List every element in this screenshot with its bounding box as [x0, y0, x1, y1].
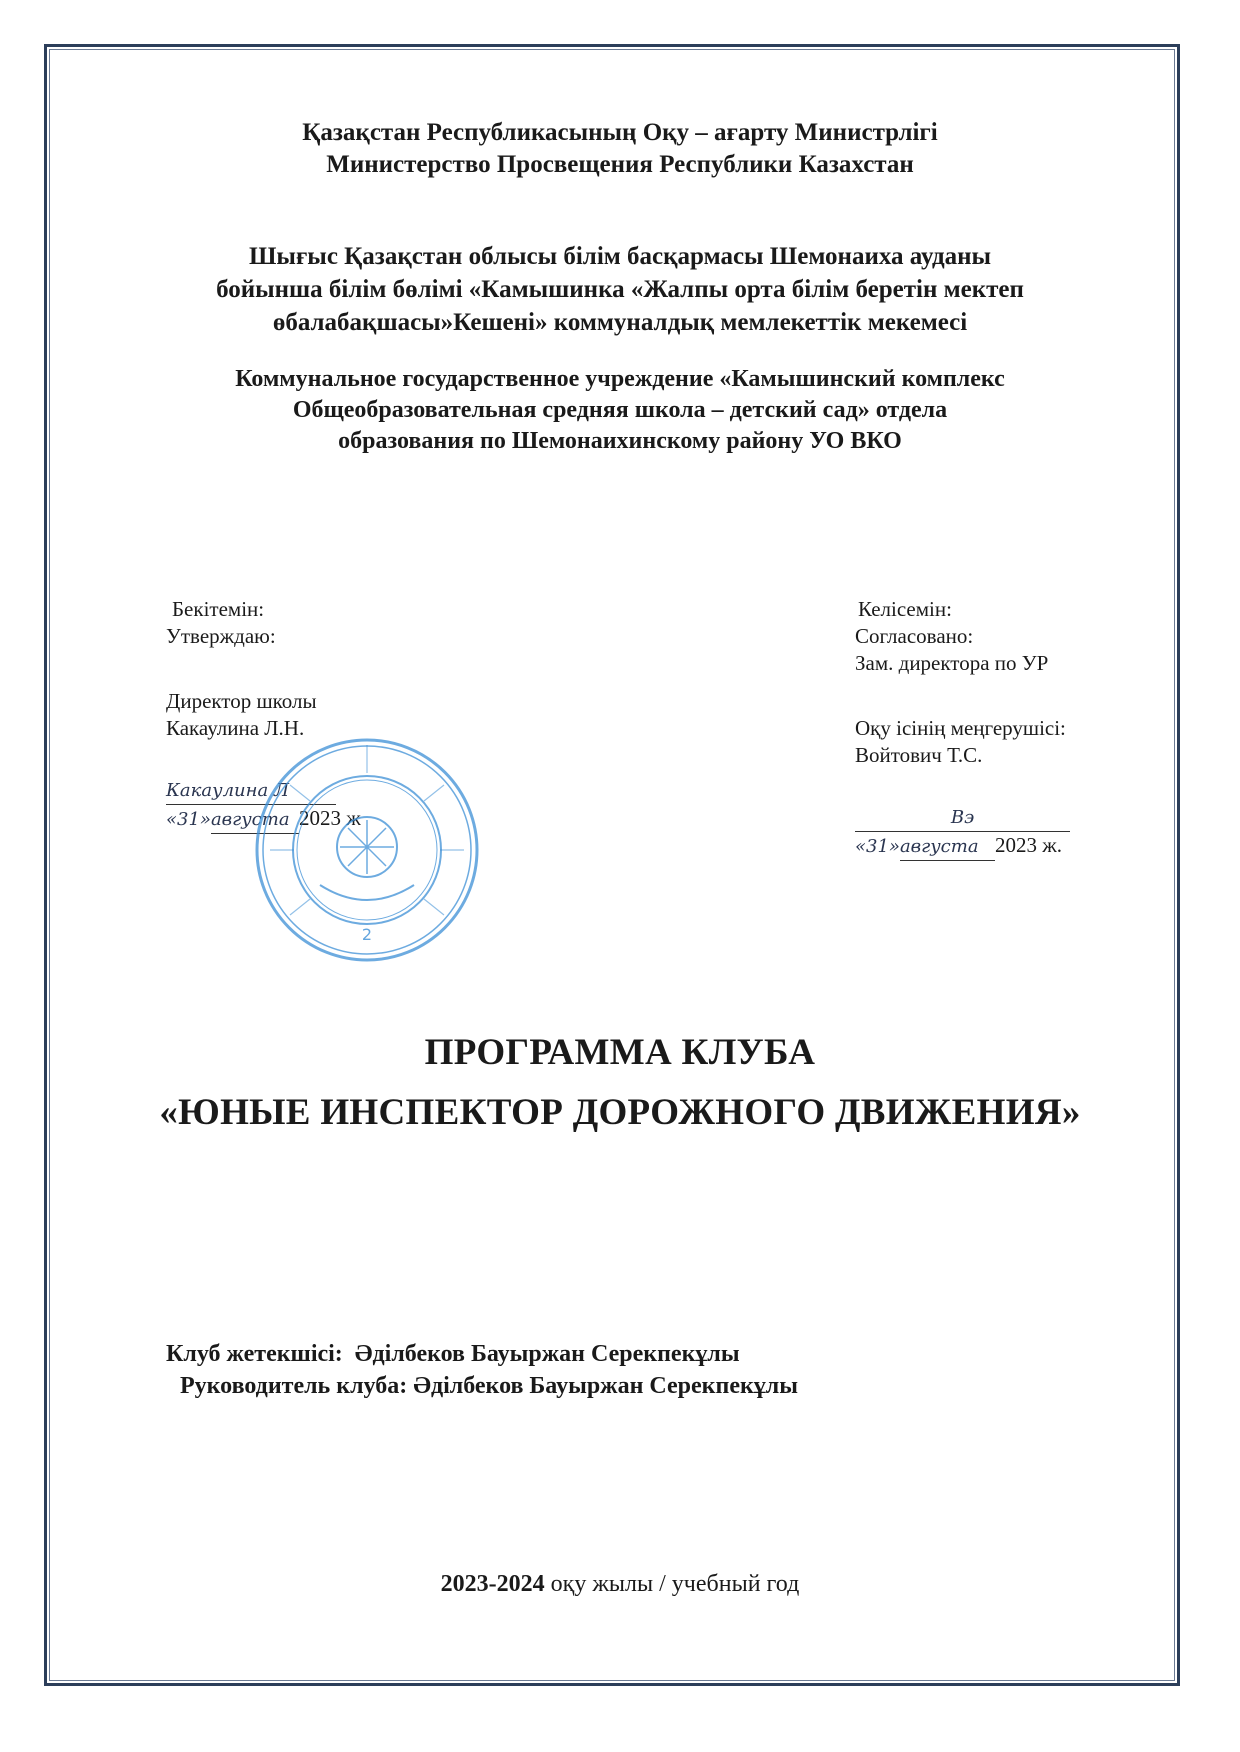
organization-kz — [0, 240, 1240, 339]
club-leader-ru: Руководитель клуба: Әділбеков Бауыржан Серекпекұлы — [180, 1373, 799, 1399]
agree-date-month: августа — [900, 833, 995, 861]
approve-name: Какаулина Л.Н. — [166, 716, 305, 740]
org-ru-line-3: образования по Шемонаихинскому району УО ВКО — [338, 428, 902, 454]
agree-year: 2023 ж. — [994, 833, 1062, 857]
approve-signature: Какаулина Л — [166, 777, 336, 805]
approve-date-day: «31» — [166, 809, 211, 830]
approve-date-month: августа — [211, 806, 299, 834]
org-ru-line-2: Общеобразовательная средняя школа – детский сад» отдела — [292, 397, 948, 423]
org-kz-line-2: бойынша білім бөлімі «Камышинка «Жалпы орта білім беретін мектеп — [216, 276, 1024, 303]
org-kz-line-3: өбалабақшасы»Кешені» коммуналдық мемлекеттік мекемесі — [272, 309, 968, 336]
approve-label-kz: Бекітемін: — [172, 597, 265, 621]
official-stamp — [250, 735, 485, 965]
title-line-1: ПРОГРАММА КЛУБА — [424, 1032, 816, 1073]
stamp-number: 2 — [361, 925, 373, 944]
agree-position-kz: Оқу ісінің меңгерушісі: — [855, 716, 1066, 740]
ministry-ru: Министерство Просвещения Республики Казахстан — [326, 151, 914, 178]
approve-year: 2023 ж — [298, 806, 361, 830]
agree-block — [855, 596, 1070, 861]
academic-year — [0, 1571, 1240, 1598]
org-ru-line-1: Коммунальное государственное учреждение «Камышинский комплекс — [235, 366, 1005, 392]
approve-position: Директор школы — [166, 689, 317, 713]
academic-year-label: оқу жылы / учебный год — [544, 1571, 800, 1597]
ministry-header — [0, 117, 1240, 181]
approve-label-ru: Утверждаю: — [166, 624, 276, 648]
agree-name: Войтович Т.С. — [855, 743, 983, 767]
academic-year-range: 2023-2024 — [440, 1571, 545, 1597]
org-kz-line-1: Шығыс Қазақстан облысы білім басқармасы Шемонаиха ауданы — [248, 243, 992, 270]
agree-date — [855, 832, 1070, 861]
ministry-kz: Қазақстан Республикасының Оқу – ағарту Министрлігі — [302, 119, 938, 146]
organization-ru — [0, 364, 1240, 457]
agree-date-day: «31» — [855, 836, 900, 857]
club-leader-kz: Клуб жетекшісі: Әділбеков Бауыржан Серекпекұлы — [166, 1341, 740, 1367]
agree-position-ru: Зам. директора по УР — [855, 651, 1049, 675]
agree-label-kz: Келісемін: — [858, 597, 952, 621]
agree-signature: Вэ — [855, 804, 1070, 832]
program-title — [0, 1023, 1240, 1143]
title-line-2: «ЮНЫЕ ИНСПЕКТОР ДОРОЖНОГО ДВИЖЕНИЯ» — [159, 1092, 1081, 1133]
agree-label-ru: Согласовано: — [855, 624, 974, 648]
agree-signature-line — [855, 803, 1070, 832]
